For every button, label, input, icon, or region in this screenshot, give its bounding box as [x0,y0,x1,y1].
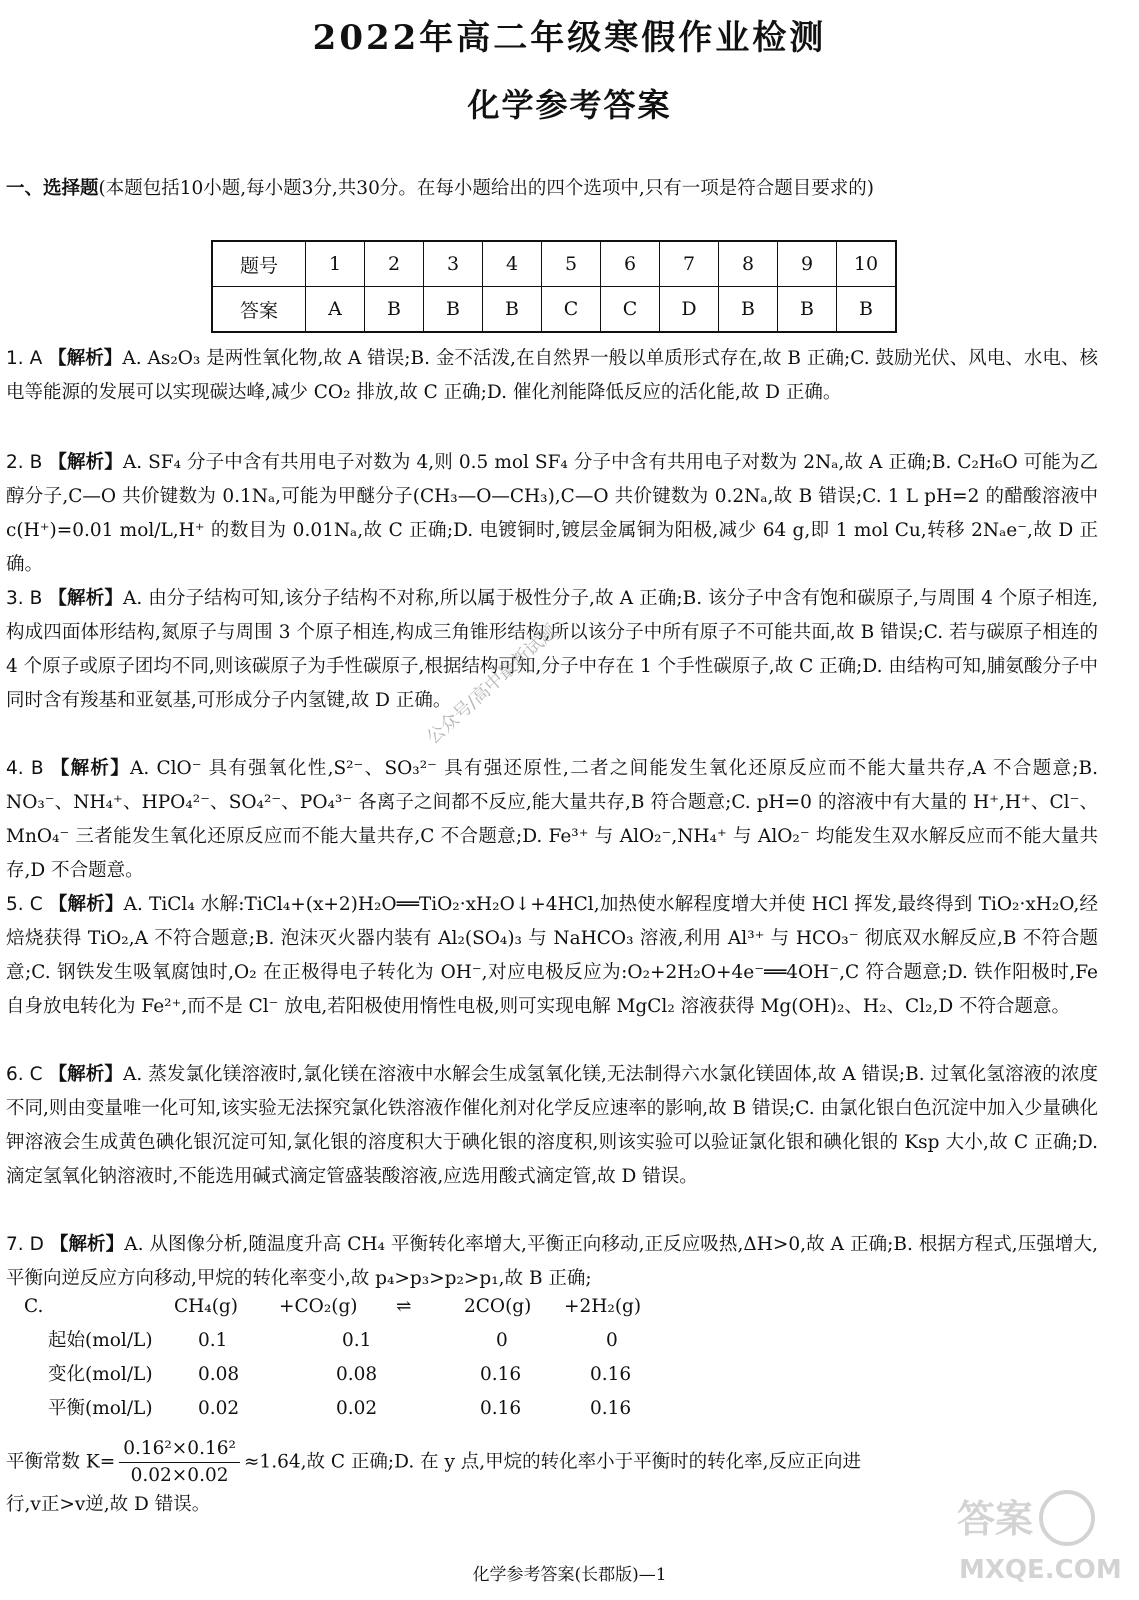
number-cell: 9 [778,241,837,287]
question-4-explanation [6,752,1098,888]
k-numerator: 0.16²×0.16² [119,1436,240,1463]
equilibrium-constant-line [6,1436,1098,1489]
svg-text:MXQE.COM: MXQE.COM [959,1555,1122,1585]
explanation-text: A. ClO⁻ 具有强氧化性,S²⁻、SO₃²⁻ 具有强还原性,二者之间能发生氧化还原反应而不能大量共存,A 不合题意;B. NO₃⁻、NH₄⁺、HPO₄²⁻、SO₄²⁻、PO₄³⁻ 各离子之间都不反应,能大量共存,B 符合题意;C. pH=0 的溶液中有大量的 H⁺,H⁺、Cl⁻、MnO₄⁻ 三者能发生氧化还原反应而不能大量共存,C 不合题意;D. Fe³⁺ 与 AlO₂⁻,NH₄⁺ 与 AlO₂⁻ 均能发生双水解反应而不能大量共存,D 不合题意。 [6,758,1098,881]
question-2-explanation [6,446,1098,582]
question-number: 3. B [6,588,43,609]
answer-table-row-answers [212,287,896,333]
explanation-text: A. 蒸发氯化镁溶液时,氯化镁在溶液中水解会生成氢氧化镁,无法制得六水氯化镁固体,故 A 错误;B. 过氧化氢溶液的浓度不同,则由变量唯一化可知,该实验无法探究氯化铁溶液作催化剂对化学反应速率的影响,故 B 错误;C. 由氯化银白色沉淀中加入少量碘化钾溶液会生成黄色碘化银沉淀可知,氯化银的溶度积大于碘化银的溶度积,则该实验可以验证氯化银和碘化银的 Ksp 大小,故 C 正确;D. 滴定氢氧化钠溶液时,不能选用碱式滴定管盛装酸溶液,应选用酸式滴定管,故 D 错误。 [6,1064,1098,1187]
answer-cell: C [542,287,601,333]
explanation-text: A. As₂O₃ 是两性氧化物,故 A 错误;B. 金不活泼,在自然界一般以单质形式存在,故 B 正确;C. 鼓励光伏、风电、水电、核电等能源的发展可以实现碳达峰,减少 CO₂ 排放,故 C 正确;D. 催化剂能降低反应的活化能,故 D 正确。 [6,348,1098,403]
value-cell: 0.1 [342,1330,372,1351]
section-instructions: (本题包括10小题,每小题3分,共30分。在每小题给出的四个选项中,只有一项是符合题目要求的) [98,178,874,199]
question-number: 7. D [6,1234,44,1255]
section-title: 一、选择题 [6,178,99,199]
explanation-text: A. 由分子结构可知,该分子结构不对称,所以属于极性分子,故 A 正确;B. 该分子中含有饱和碳原子,与周围 4 个原子相连,构成四面体形结构,氮原子与周围 3 个原子相连,构成三角锥形结构,所以该分子中所有原子不可能共面,故 B 错误;C. 若与碳原子相连的 4 个原子或原子团均不同,则该碳原子为手性碳原子,根据结构可知,分子中存在 1 个手性碳原子,故 C 正确;D. 由结构可知,脯氨酸分子中同时含有羧基和亚氨基,可形成分子内氢键,故 D 正确。 [6,588,1098,711]
watermark-text: 公众号/高中最新试题 [422,620,562,749]
number-cell: 7 [660,241,719,287]
number-cell: 1 [306,241,365,287]
question-3-explanation [6,582,1098,718]
analysis-tag: 【解析】 [48,1064,124,1085]
analysis-tag: 【解析】 [48,588,123,609]
answer-table-row-numbers [212,241,896,287]
question-number: 5. C [6,894,43,915]
k-fraction [119,1436,240,1489]
answer-cell: C [601,287,660,333]
row-label: 变化(mol/L) [48,1364,153,1385]
k-suffix: ≈1.64,故 C 正确;D. 在 y 点,甲烷的转化率小于平衡时的转化率,反应正向进 [243,1451,862,1473]
analysis-tag: 【解析】 [49,1234,125,1255]
value-cell: 0.1 [198,1330,228,1351]
value-cell: 0.16 [590,1364,632,1385]
value-cell: 0.02 [198,1398,240,1419]
value-cell: 0.16 [480,1398,522,1419]
row-label: 起始(mol/L) [48,1330,153,1351]
species-co: 2CO(g) [464,1296,532,1317]
species-ch4: CH₄(g) [174,1296,238,1317]
k-denominator: 0.02×0.02 [130,1465,229,1486]
question-6-explanation [6,1058,1098,1194]
species-co2: +CO₂(g) [279,1296,358,1317]
table-header-cell: 题号 [212,241,306,287]
answer-cell: D [660,287,719,333]
number-cell: 8 [719,241,778,287]
explanation-text: A. TiCl₄ 水解:TiCl₄+(x+2)H₂O══TiO₂·xH₂O↓+4HCl,加热使水解程度增大并使 HCl 挥发,最终得到 TiO₂·xH₂O,经焙烧获得 TiO₂,A 不符合题意;B. 泡沫灭火器内装有 Al₂(SO₄)₃ 与 NaHCO₃ 溶液,利用 Al³⁺ 与 HCO₃⁻ 彻底双水解反应,B 不符合题意;C. 钢铁发生吸氧腐蚀时,O₂ 在正极得电子转化为 OH⁻,对应电极反应为:O₂+2H₂O+4e⁻══4OH⁻,C 符合题意;D. 铁作阳极时,Fe 自身放电转化为 Fe²⁺,而不是 Cl⁻ 放电,若阳极使用惰性电极,则可实现电解 MgCl₂ 溶液获得 Mg(OH)₂、H₂、Cl₂,D 不符合题意。 [6,894,1098,1017]
answer-cell: B [719,287,778,333]
number-cell: 10 [837,241,897,287]
equilibrium-arrow: ⇌ [396,1296,412,1317]
answer-table [211,240,897,333]
answer-cell: B [483,287,542,333]
value-cell: 0 [606,1330,618,1351]
species-h2: +2H₂(g) [564,1296,642,1317]
answer-cell: B [365,287,424,333]
analysis-tag: 【解析】 [48,452,123,473]
answer-cell: B [837,287,897,333]
explanation-continuation: 行,v正>v逆,故 D 错误。 [6,1494,211,1515]
number-cell: 3 [424,241,483,287]
svg-text:答案: 答案 [957,1497,1034,1541]
question-1-explanation [6,342,1098,410]
number-cell: 5 [542,241,601,287]
explanation-text: A. 从图像分析,随温度升高 CH₄ 平衡转化率增大,平衡正向移动,正反应吸热,ΔH>0,故 A 正确;B. 根据方程式,压强增大,平衡向逆反应方向移动,甲烷的转化率变小,故 p₄>p₃>p₂>p₁,故 B 正确; [6,1234,1098,1289]
value-cell: 0.08 [198,1364,240,1385]
answer-cell: A [306,287,365,333]
analysis-tag: 【解析】 [48,348,123,369]
section-heading [6,172,1091,205]
question-7-explanation [6,1228,1098,1296]
page-subtitle: 化学参考答案 [467,86,672,124]
question-number: 6. C [6,1064,43,1085]
question-5-explanation [6,888,1098,1024]
number-cell: 6 [601,241,660,287]
analysis-tag: 【解析】 [50,758,131,779]
row-label: 平衡(mol/L) [48,1398,153,1419]
answer-cell: B [778,287,837,333]
k-prefix: 平衡常数 K= [6,1451,116,1473]
question-number: 4. B [6,758,44,779]
page-footer: 化学参考答案(长郡版)—1 [472,1565,667,1585]
value-cell: 0.08 [336,1364,378,1385]
question-number: 2. B [6,452,43,473]
option-label: C. [24,1296,44,1317]
analysis-tag: 【解析】 [48,894,124,915]
page-title: 2022年高二年级寒假作业检测 [312,18,827,58]
explanation-text: A. SF₄ 分子中含有共用电子对数为 4,则 0.5 mol SF₄ 分子中含有共用电子对数为 2Nₐ,故 A 正确;B. C₂H₆O 可能为乙醇分子,C—O 共价键数为 0.1Nₐ,可能为甲醚分子(CH₃—O—CH₃),C—O 共价键数为 0.2Nₐ,故 B 错误;C. 1 L pH=2 的醋酸溶液中 c(H⁺)=0.01 mol/L,H⁺ 的数目为 0.01Nₐ,故 C 正确;D. 电镀铜时,镀层金属铜为阳极,减少 64 g,即 1 mol Cu,转移 2Nₐe⁻,故 D 正确。 [6,452,1098,575]
value-cell: 0.02 [336,1398,378,1419]
answer-cell: B [424,287,483,333]
value-cell: 0.16 [590,1398,632,1419]
value-cell: 0 [496,1330,508,1351]
table-header-cell: 答案 [212,287,306,333]
value-cell: 0.16 [480,1364,522,1385]
question-number: 1. A [6,348,43,369]
number-cell: 4 [483,241,542,287]
number-cell: 2 [365,241,424,287]
